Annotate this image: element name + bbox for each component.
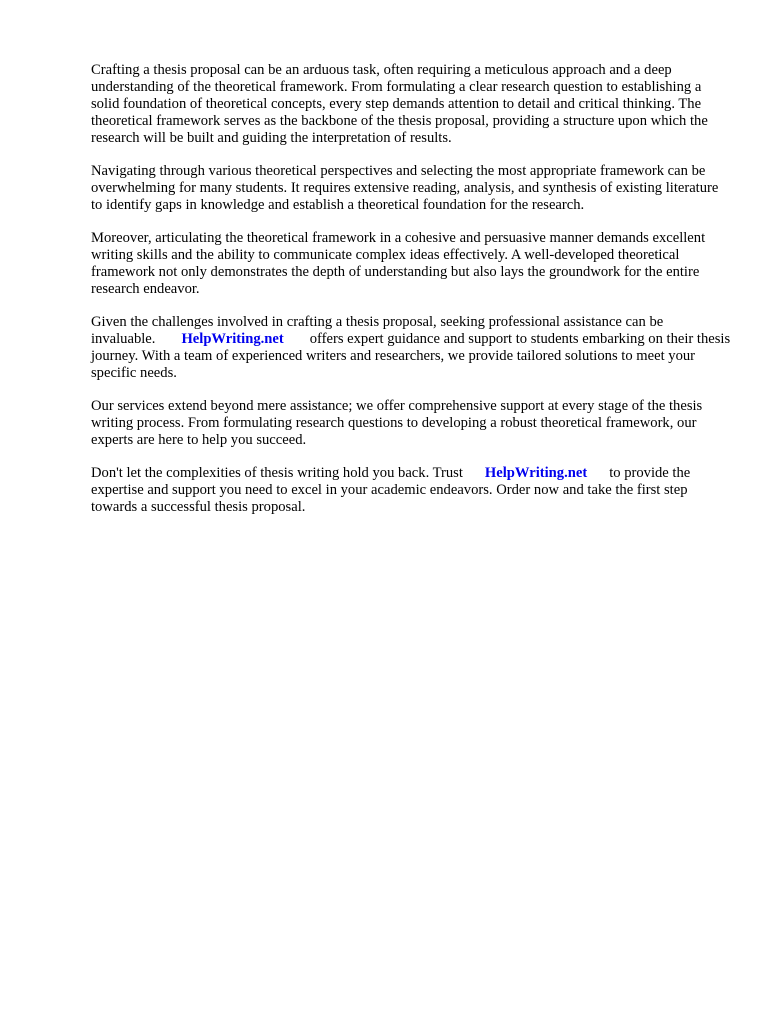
paragraph-trust: [91, 465, 731, 516]
paragraph-trust-text-before: Don't let the complexities of thesis writing hold you back. Trust: [91, 465, 463, 481]
paragraph-services: Our services extend beyond mere assistance; we offer comprehensive support at every stage of the thesis writing process. From formulating research questions to developing a robust theoretical framework, our experts are here to help you succeed.: [91, 398, 703, 448]
paragraph-intro: Crafting a thesis proposal can be an arduous task, often requiring a meticulous approach and a deep understanding of the theoretical framework. From formulating a clear research question to establishing a solid foundation of theoretical concepts, every step demands attention to detail and critical thinking. The theoretical framework serves as the backbone of the thesis proposal, providing a structure upon which the research will be built and guiding the interpretation of results.: [91, 62, 708, 146]
paragraph-assistance-text-before: Given the challenges involved in crafting a thesis proposal, seeking professional assistance can be invaluable.: [91, 314, 664, 347]
paragraph-assistance-text-after: offers expert guidance and support to students embarking on their thesis journey. With a team of experienced writers and researchers, we provide tailored solutions to meet your specific needs.: [91, 331, 731, 381]
paragraph-assistance: [91, 314, 731, 382]
paragraph-articulating: Moreover, articulating the theoretical framework in a cohesive and persuasive manner demands excellent writing skills and the ability to communicate complex ideas effectively. A well-developed theoretical framework not only demonstrates the depth of understanding but also lays the groundwork for the entire research endeavor.: [91, 230, 706, 297]
document-body: [91, 62, 731, 532]
paragraph-trust-text-after: to provide the expertise and support you need to excel in your academic endeavors. Order now and take the first step towards a successful thesis proposal.: [91, 465, 691, 515]
helpwriting-link[interactable]: HelpWriting.net: [181, 331, 284, 347]
helpwriting-link-2[interactable]: HelpWriting.net: [484, 465, 588, 481]
paragraph-perspectives: Navigating through various theoretical perspectives and selecting the most appropriate framework can be overwhelming for many students. It requires extensive reading, analysis, and synthesis of existing literature to identify gaps in knowledge and establish a theoretical foundation for the research.: [91, 163, 719, 213]
